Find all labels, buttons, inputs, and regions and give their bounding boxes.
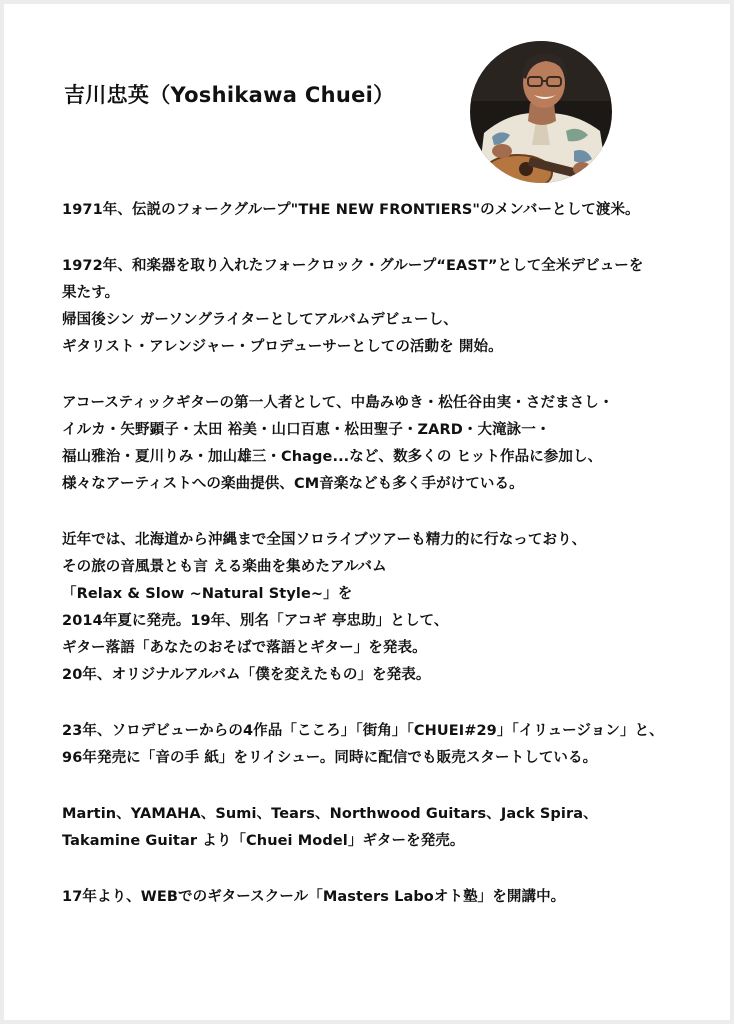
- bio-line: 近年では、北海道から沖縄まで全国ソロライブツアーも精力的に行なっており、: [62, 532, 587, 548]
- bio-line: ギター落語「あなたのおそばで落語とギター」を発表。: [62, 640, 427, 656]
- bio-line: 20年、オリジナルアルバム「僕を変えたもの」を発表。: [62, 667, 431, 683]
- bio-line: Takamine Guitar より「Chuei Model」ギターを発売。: [62, 833, 465, 849]
- biography: [62, 197, 702, 940]
- bio-line: 「Relax & Slow ~Natural Style~」を: [62, 586, 353, 602]
- profile-sheet: [4, 4, 730, 1020]
- bio-paragraph: [62, 197, 702, 224]
- bio-line: 96年発売に「音の手 紙」をリイシュー。同時に配信でも販売スタートしている。: [62, 750, 598, 766]
- bio-line: 帰国後シン ガーソングライターとしてアルバムデビューし、: [62, 312, 458, 328]
- bio-line: 23年、ソロデビューからの4作品「こころ」「街角」「CHUEI#29」「イリュージョン」と、: [62, 723, 664, 739]
- bio-line: 1971年、伝説のフォークグループ"THE NEW FRONTIERS"のメンバーとして渡米。: [62, 202, 640, 218]
- bio-line: 福山雅治・夏川りみ・加山雄三・Chage...など、数多くの ヒット作品に参加し、: [62, 449, 603, 465]
- bio-line: 2014年夏に発売。19年、別名「アコギ 亭忠助」として、: [62, 613, 449, 629]
- bio-paragraph: [62, 884, 702, 911]
- bio-paragraph: [62, 390, 702, 498]
- bio-paragraph: [62, 718, 702, 772]
- bio-line: 様々なアーティストへの楽曲提供、CM音楽なども多く手がけている。: [62, 476, 524, 492]
- portrait-illustration: [470, 41, 612, 183]
- bio-paragraph: [62, 253, 702, 361]
- bio-line: 17年より、WEBでのギタースクール「Masters Laboオト塾」を開講中。: [62, 889, 566, 905]
- bio-paragraph: [62, 527, 702, 689]
- bio-line: ギタリスト・アレンジャー・プロデューサーとしての活動を 開始。: [62, 339, 503, 355]
- bio-line: 1972年、和楽器を取り入れたフォークロック・グループ“EAST”として全米デビューを: [62, 258, 644, 274]
- bio-line: アコースティックギターの第一人者として、中島みゆき・松任谷由実・さだまさし・: [62, 395, 614, 411]
- page-title: 吉川忠英（Yoshikawa Chuei）: [64, 83, 395, 107]
- bio-line: その旅の音風景とも言 える楽曲を集めたアルバム: [62, 559, 387, 575]
- bio-line: 果たす。: [62, 285, 120, 301]
- bio-line: Martin、YAMAHA、Sumi、Tears、Northwood Guitars、Jack Spira、: [62, 806, 598, 822]
- profile-photo: [470, 41, 612, 183]
- bio-line: イルカ・矢野顕子・太田 裕美・山口百恵・松田聖子・ZARD・大滝詠一・: [62, 422, 551, 438]
- bio-paragraph: [62, 801, 702, 855]
